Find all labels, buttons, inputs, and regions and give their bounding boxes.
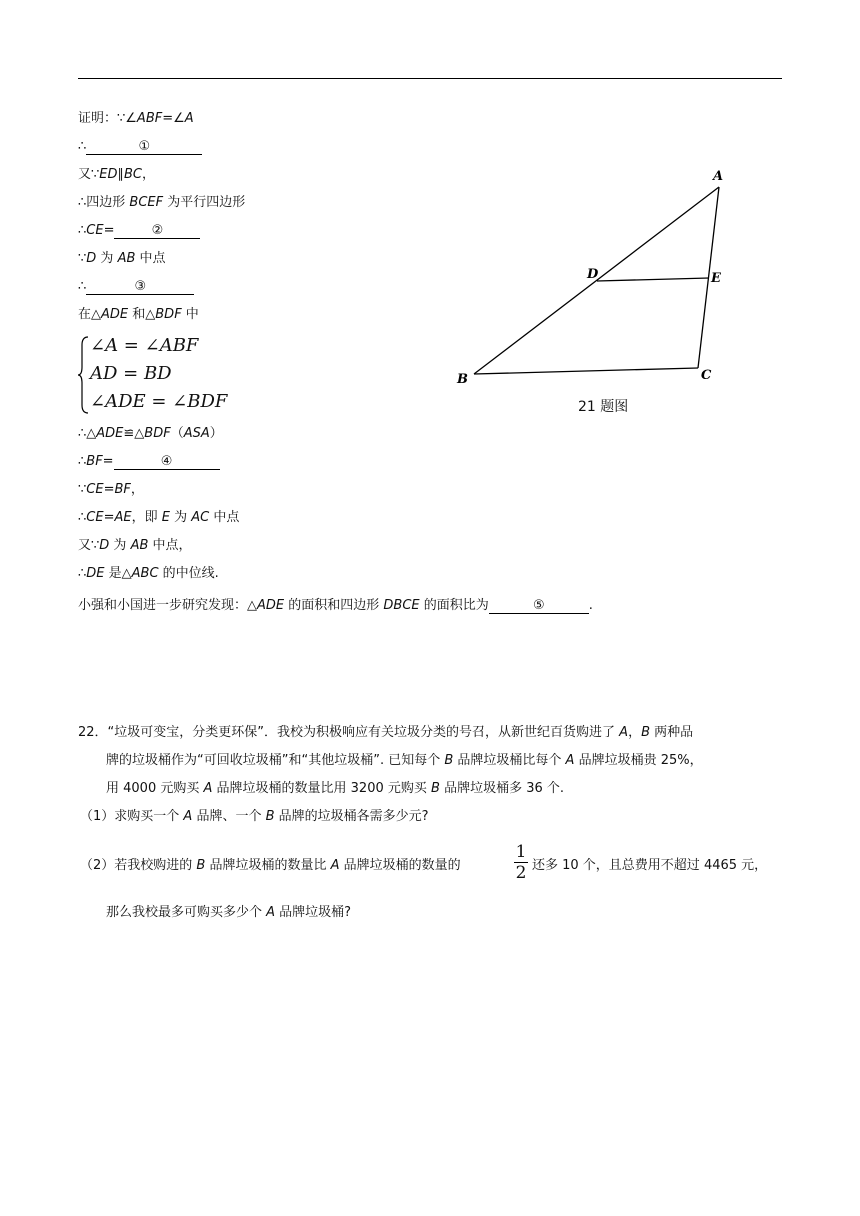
text: 中点， [148,538,192,553]
text: 为平行四边形 [163,195,246,210]
text: 品牌的垃圾桶各需多少元? [274,809,429,824]
text: ，即 [131,510,162,525]
text: 品牌垃圾桶的数量比 [205,858,331,873]
text: 又∵ [78,167,100,182]
math-text: B [431,781,440,796]
math-text: ASA [183,426,210,441]
text: 还多 10 个，且总费用不超过 4465 元， [532,858,768,873]
math-text: BF= [86,454,114,469]
text: 证明：∵ [78,111,126,126]
text: （1）求购买一个 [80,809,184,824]
q22-subq-1 [80,808,429,826]
text: （2）若我校购进的 [80,858,197,873]
text: 为 [169,510,192,525]
math-text: BDF [155,307,182,322]
q22-subq-2-cont [532,857,767,875]
left-brace [78,335,90,415]
text: 是△ [104,566,132,581]
math-text: ∠ABF=∠A [125,111,194,126]
figure-caption: 21 题图 [578,399,629,415]
text: ， [142,167,156,182]
math-text: A [183,809,193,824]
text: 中点 [209,510,240,525]
text: ∴ [78,566,87,581]
text: 小强和小国进一步研究发现：△ [78,598,257,613]
proof-line-2 [78,138,202,156]
proof-line-10 [78,453,220,471]
fraction-one-half [514,843,528,882]
vertex-label-b: B [457,372,468,387]
text: 22．“垃圾可变宝，分类更环保”．我校为积极响应有关垃圾分类的号召，从新世纪百货购进了 [78,725,620,740]
text: ∴ [78,139,87,154]
proof-line-5 [78,222,200,240]
text: 用 4000 元购买 [106,781,204,796]
equation-3: ∠ADE = ∠BDF [90,391,228,412]
math-text: A [203,781,213,796]
text: 和△ [128,307,156,322]
text: 的面积和四边形 [284,598,384,613]
math-text: ADE [257,598,285,613]
math-text: ADE [101,307,129,322]
equation-2: AD = BD [90,363,172,384]
proof-line-8 [78,306,199,324]
proof-line-13 [78,537,192,555]
proof-line-7 [78,278,194,296]
text: ） [209,426,223,441]
text: 为 [96,251,118,266]
text: ∴ [78,223,87,238]
text: ∵ [78,251,87,266]
text: ∴△ [78,426,97,441]
q22-subq-2-line-2 [106,904,351,922]
math-text: BCEF [129,195,164,210]
q22-subq-2 [80,857,461,875]
segment-de [597,278,709,281]
text: 品牌垃圾桶多 36 个. [439,781,565,796]
proof-line-15 [78,597,593,615]
text: 品牌垃圾桶比每个 [453,753,566,768]
vertex-label-a: A [713,169,724,184]
text: 在△ [78,307,101,322]
text: . [588,598,593,613]
text: ∴四边形 [78,195,130,210]
text: 的中位线. [158,566,219,581]
answer-blank-2[interactable]: ② [114,222,200,239]
text: ∵ [78,482,87,497]
math-text: AC [191,510,210,525]
fraction-denominator: 2 [515,863,527,883]
text: ， [628,725,642,740]
math-text: DBCE [383,598,420,613]
text: 牌的垃圾桶作为“可回收垃圾桶”和“其他垃圾桶”. 已知每个 [106,753,445,768]
header-rule [78,78,782,79]
text: 的面积比为 [419,598,489,613]
equation-system [78,335,278,415]
text: 为 [109,538,131,553]
math-text: AB [117,251,136,266]
proof-line-14 [78,565,219,583]
math-text: B [641,725,650,740]
proof-line-1 [78,110,194,128]
text: 两种品 [650,725,694,740]
math-text: A [266,905,276,920]
text: 品牌垃圾桶的数量比用 3200 元购买 [212,781,432,796]
math-text: A [565,753,575,768]
math-text: ABC [131,566,159,581]
math-text: ED∥BC [99,167,143,182]
math-text: D [99,538,110,553]
q22-line-3 [106,780,564,798]
fraction-numerator: 1 [515,842,527,862]
math-text: CE=AE [86,510,132,525]
text: ∴ [78,279,87,294]
answer-blank-4[interactable]: ④ [114,453,220,470]
math-text: DE [86,566,105,581]
proof-line-3 [78,166,155,184]
math-text: A [619,725,629,740]
text: 品牌、一个 [192,809,266,824]
q22-line-1 [78,724,693,742]
math-text: AB [130,538,149,553]
text: 品牌垃圾桶? [275,905,352,920]
side-bc [474,368,698,374]
math-text: BDF [144,426,171,441]
text: ∴ [78,454,87,469]
text: 那么我校最多可购买多少个 [106,905,267,920]
point-label-e: E [711,271,721,286]
text: 中点 [135,251,166,266]
proof-line-12 [78,509,239,527]
math-text: A [330,858,340,873]
answer-blank-5[interactable]: ⑤ [489,597,589,614]
text: 又∵ [78,538,100,553]
math-text: CE= [86,223,115,238]
answer-blank-1[interactable]: ① [86,138,202,155]
math-text: B [265,809,275,824]
proof-line-6 [78,250,166,268]
text: ， [130,482,144,497]
equation-1: ∠A = ∠ABF [90,335,199,356]
math-text: CE=BF [86,482,131,497]
answer-blank-3[interactable]: ③ [86,278,194,295]
text: ≌△ [123,426,145,441]
text: 品牌垃圾桶贵 25%， [574,753,703,768]
q22-line-2 [106,752,703,770]
math-text: B [196,858,206,873]
text: （ [170,426,184,441]
math-text: ADE [96,426,124,441]
math-text: D [86,251,97,266]
text: 品牌垃圾桶的数量的 [339,858,461,873]
text: ∴ [78,510,87,525]
text: 中 [181,307,199,322]
proof-line-4 [78,194,245,212]
math-text: B [444,753,454,768]
point-label-d: D [587,267,599,282]
proof-line-9 [78,425,223,443]
vertex-label-c: C [701,368,712,383]
triangle-figure [440,160,740,395]
math-text: E [161,510,170,525]
proof-line-11 [78,481,144,499]
